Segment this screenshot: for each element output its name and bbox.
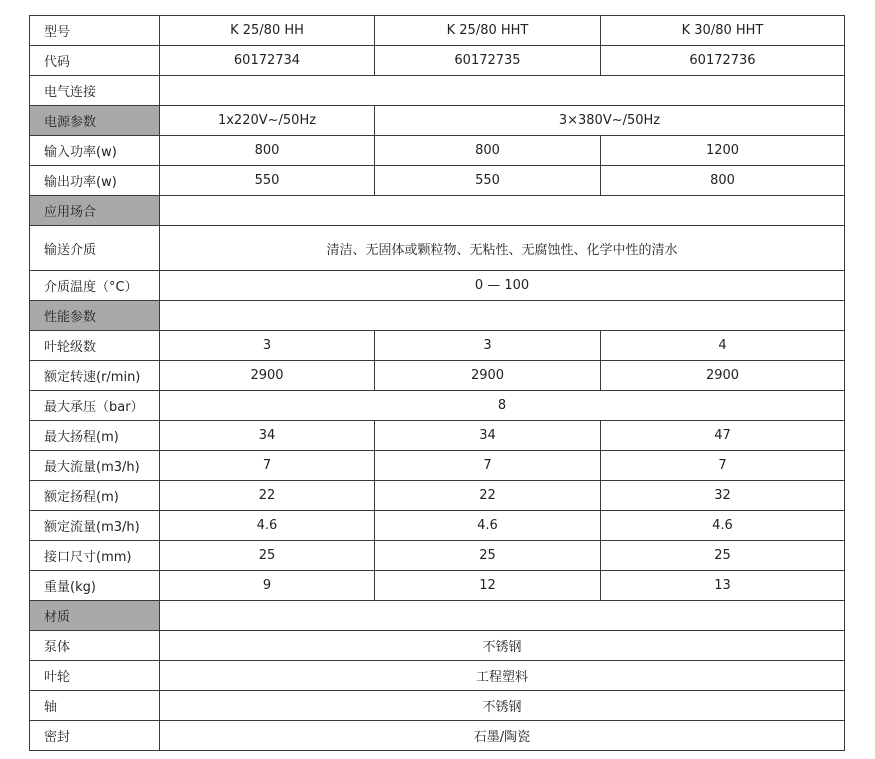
cell-port-size-1: 25 [160,541,375,571]
section-heading-power: 电源参数 [30,106,160,136]
table-row [30,361,845,391]
cell-stages-1: 3 [160,331,375,361]
cell-max-head-1: 34 [160,421,375,451]
cell-impeller: 工程塑料 [160,661,845,691]
table-row [30,721,845,751]
cell-output-power-1: 550 [160,166,375,196]
empty-cell [160,76,845,106]
table-row [30,331,845,361]
cell-input-power-3: 1200 [601,136,845,166]
section-heading-material: 材质 [30,601,160,631]
table-row [30,391,845,421]
cell-stages-3: 4 [601,331,845,361]
row-label-max-flow: 最大流量(m3/h) [30,451,160,481]
table-row [30,661,845,691]
cell-code-2: 60172735 [375,46,601,76]
table-row [30,421,845,451]
table-row [30,301,845,331]
cell-seal: 石墨/陶瓷 [160,721,845,751]
row-label-max-pressure: 最大承压（bar） [30,391,160,421]
row-label-medium: 输送介质 [30,226,160,271]
cell-temperature: 0 — 100 [160,271,845,301]
table-row [30,541,845,571]
row-label-weight: 重量(kg) [30,571,160,601]
cell-shaft: 不锈钢 [160,691,845,721]
row-label-speed: 额定转速(r/min) [30,361,160,391]
table-row [30,16,845,46]
table-row [30,601,845,631]
table-row [30,136,845,166]
row-label-seal: 密封 [30,721,160,751]
cell-port-size-2: 25 [375,541,601,571]
cell-stages-2: 3 [375,331,601,361]
cell-output-power-2: 550 [375,166,601,196]
cell-rated-head-1: 22 [160,481,375,511]
spec-table [29,15,845,751]
cell-weight-2: 12 [375,571,601,601]
cell-code-3: 60172736 [601,46,845,76]
table-row [30,166,845,196]
cell-power-2: 3×380V~/50Hz [375,106,845,136]
cell-input-power-2: 800 [375,136,601,166]
cell-rated-head-2: 22 [375,481,601,511]
row-label-code: 代码 [30,46,160,76]
cell-speed-2: 2900 [375,361,601,391]
empty-cell [160,601,845,631]
cell-rated-head-3: 32 [601,481,845,511]
empty-cell [160,301,845,331]
cell-speed-3: 2900 [601,361,845,391]
cell-medium: 清洁、无固体或颗粒物、无粘性、无腐蚀性、化学中性的清水 [160,226,845,271]
row-label-model: 型号 [30,16,160,46]
table-row [30,226,845,271]
row-label-stages: 叶轮级数 [30,331,160,361]
table-row [30,271,845,301]
section-heading-electrical: 电气连接 [30,76,160,106]
cell-max-flow-2: 7 [375,451,601,481]
table-row [30,451,845,481]
cell-max-flow-1: 7 [160,451,375,481]
cell-max-head-3: 47 [601,421,845,451]
empty-cell [160,196,845,226]
table-row [30,631,845,661]
row-label-rated-head: 额定扬程(m) [30,481,160,511]
table-row [30,46,845,76]
row-label-output-power: 输出功率(w) [30,166,160,196]
row-label-shaft: 轴 [30,691,160,721]
cell-model-2: K 25/80 HHT [375,16,601,46]
table-row [30,76,845,106]
table-row [30,481,845,511]
section-heading-performance: 性能参数 [30,301,160,331]
cell-code-1: 60172734 [160,46,375,76]
row-label-rated-flow: 额定流量(m3/h) [30,511,160,541]
cell-input-power-1: 800 [160,136,375,166]
cell-pump-body: 不锈钢 [160,631,845,661]
table-row [30,511,845,541]
cell-weight-3: 13 [601,571,845,601]
cell-rated-flow-2: 4.6 [375,511,601,541]
cell-weight-1: 9 [160,571,375,601]
row-label-port-size: 接口尺寸(mm) [30,541,160,571]
cell-model-1: K 25/80 HH [160,16,375,46]
section-heading-application: 应用场合 [30,196,160,226]
cell-output-power-3: 800 [601,166,845,196]
cell-rated-flow-3: 4.6 [601,511,845,541]
cell-rated-flow-1: 4.6 [160,511,375,541]
row-label-pump-body: 泵体 [30,631,160,661]
row-label-temperature: 介质温度（°C） [30,271,160,301]
table-row [30,571,845,601]
cell-max-flow-3: 7 [601,451,845,481]
cell-max-head-2: 34 [375,421,601,451]
cell-port-size-3: 25 [601,541,845,571]
row-label-max-head: 最大扬程(m) [30,421,160,451]
cell-power-1: 1x220V~/50Hz [160,106,375,136]
cell-max-pressure: 8 [160,391,845,421]
cell-speed-1: 2900 [160,361,375,391]
row-label-impeller: 叶轮 [30,661,160,691]
row-label-input-power: 输入功率(w) [30,136,160,166]
table-row [30,691,845,721]
table-row [30,106,845,136]
table-row [30,196,845,226]
cell-model-3: K 30/80 HHT [601,16,845,46]
